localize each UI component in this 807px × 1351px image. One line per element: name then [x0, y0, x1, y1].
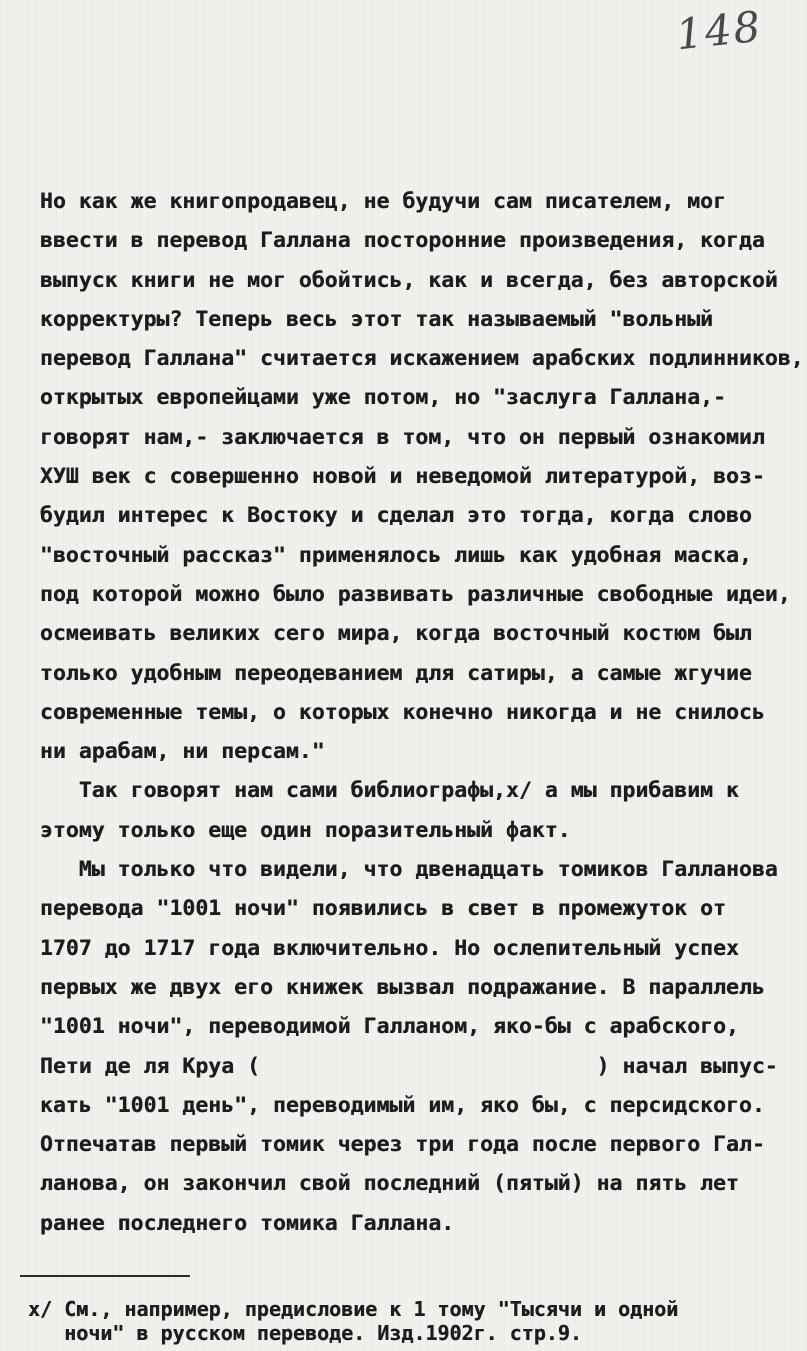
text-line: под которой можно было развивать различные свободные идеи, [14, 581, 791, 607]
text-line: Пети де ля Круа ( ) начал выпус- [14, 1053, 778, 1079]
text-line: Мы только что видели, что двенадцать томиков Галланова [14, 857, 778, 883]
text-line: перевод Галлана" считается искажением арабских подлинников, [14, 346, 804, 372]
footnote-divider [20, 1275, 190, 1277]
footnote-line: x/ См., например, предисловие к 1 тому "Тысячи и одной [28, 1297, 679, 1321]
text-line: ввести в перевод Галлана посторонние произведения, когда [14, 228, 765, 254]
text-line: ХУШ век с совершенно новой и неведомой литературой, воз- [14, 464, 765, 490]
text-line: Отпечатав первый томик через три года после первого Гал- [14, 1132, 765, 1158]
page-number: 148 [673, 1, 765, 60]
footnote [28, 1297, 798, 1345]
text-line: ни арабам, ни персам." [14, 739, 325, 765]
text-line: корректуры? Теперь весь этот так называемый "вольный [14, 306, 713, 332]
text-line: "восточный рассказ" применялось лишь как удобная маска, [14, 542, 752, 568]
text-line: ланова, он закончил свой последний (пятый) на пять лет [14, 1171, 739, 1197]
text-line: говорят нам,- заключается в том, что он первый ознакомил [14, 424, 765, 450]
text-line: этому только еще один поразительный факт. [14, 817, 571, 843]
text-line: будил интерес к Востоку и сделал это тогда, когда слово [14, 503, 752, 529]
text-line: кать "1001 день", переводимый им, яко бы, с персидского. [14, 1092, 765, 1118]
text-line: только удобным переодеванием для сатиры, а самые жгучие [14, 660, 752, 686]
text-line: открытых европейцами уже потом, но "заслуга Галлана,- [14, 385, 726, 411]
text-line: "1001 ночи", переводимой Галланом, яко-бы с арабского, [14, 1014, 739, 1040]
text-line: выпуск книги не мог обойтись, как и всегда, без авторской [14, 267, 778, 293]
text-line: первых же двух его книжек вызвал подражание. В параллель [14, 974, 765, 1000]
footnote-line: ночи" в русском переводе. Изд.1902г. стр.9. [28, 1321, 582, 1345]
text-line: ранее последнего томика Галлана. [14, 1210, 455, 1236]
body-text [14, 182, 804, 1243]
text-line: перевода "1001 ночи" появились в свет в промежуток от [14, 896, 726, 922]
text-line: современные темы, о которых конечно никогда и не снилось [14, 699, 765, 725]
text-line: Так говорят нам сами библиографы,x/ а мы прибавим к [14, 778, 739, 804]
text-line: Но как же книгопродавец, не будучи сам писателем, мог [14, 189, 726, 214]
text-line: 1707 до 1717 года включительно. Но ослепительный успех [14, 935, 739, 961]
text-line: осмеивать великих сего мира, когда восточный костюм был [14, 621, 752, 647]
